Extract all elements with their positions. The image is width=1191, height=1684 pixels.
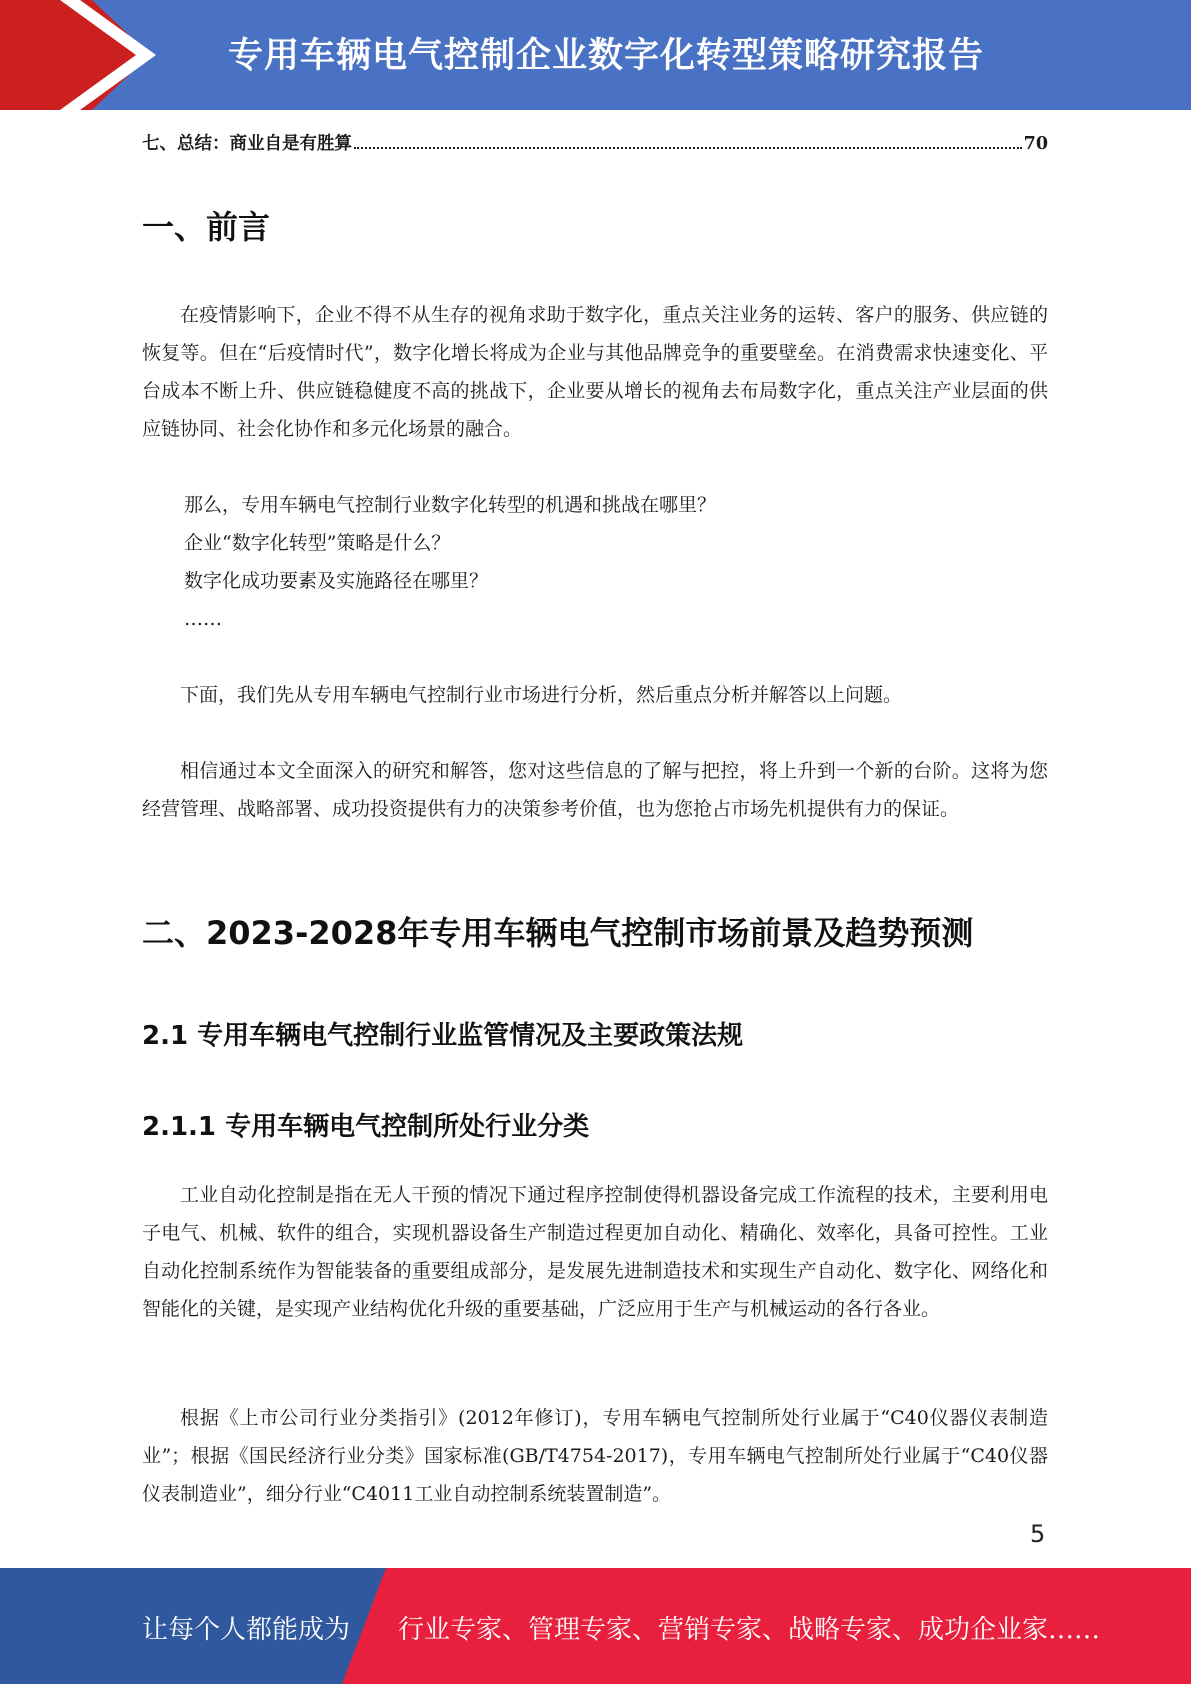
toc-entry[interactable] [142, 130, 1048, 155]
toc-dot-leader [354, 147, 1022, 149]
industry-paragraph-1: 工业自动化控制是指在无人干预的情况下通过程序控制使得机器设备完成工作流程的技术，主要利用电子电气、机械、软件的组合，实现机器设备生产制造过程更加自动化、精确化、效率化，具备可控性。工业自动化控制系统作为智能装备的重要组成部分，是发展先进制造技术和实现生产自动化、数字化、网络化和智能化的关键，是实现产业结构优化升级的重要基础，广泛应用于生产与机械运动的各行各业。 [142, 1184, 1048, 1320]
question-line-3: 数字化成功要素及实施路径在哪里？ [184, 570, 489, 592]
toc-entry-page: 70 [1023, 134, 1048, 154]
footer-slogan-left: 让每个人都能成为 [142, 1615, 351, 1645]
preface-paragraph-1: 在疫情影响下，企业不得不从生存的视角求助于数字化，重点关注业务的运转、客户的服务、供应链的恢复等。但在“后疫情时代”，数字化增长将成为企业与其他品牌竞争的重要壁垒。在消费需求快速变化、平台成本不断上升、供应链稳健度不高的挑战下，企业要从增长的视角去布局数字化，重点关注产业层面的供应链协同、社会化协作和多元化场景的融合。 [142, 304, 1048, 440]
preface-paragraph-2: 下面，我们先从专用车辆电气控制行业市场进行分析，然后重点分析并解答以上问题。 [180, 684, 903, 706]
footer-slogan-right: 行业专家、管理专家、营销专家、战略专家、成功企业家…… [398, 1615, 1101, 1645]
page-number: 5 [1030, 1520, 1046, 1548]
report-title: 专用车辆电气控制企业数字化转型策略研究报告 [228, 36, 985, 76]
subsection-2-1-heading: 2.1 专用车辆电气控制行业监管情况及主要政策法规 [142, 1021, 744, 1051]
footer-banner [0, 1568, 1191, 1684]
question-line-1: 那么，专用车辆电气控制行业数字化转型的机遇和挑战在哪里？ [184, 494, 717, 516]
question-line-2: 企业“数字化转型”策略是什么？ [184, 532, 451, 554]
market-heading: 二、2023-2028年专用车辆电气控制市场前景及趋势预测 [142, 914, 974, 952]
industry-paragraph-2: 根据《上市公司行业分类指引》(2012年修订)，专用车辆电气控制所处行业属于“C40仪器仪表制造业”；根据《国民经济行业分类》国家标准(GB/T4754-2017)，专用车辆电气控制所处行业属于“C40仪器仪表制造业”，细分行业“C4011工业自动控制系统装置制造”。 [142, 1407, 1048, 1505]
preface-paragraph-3: 相信通过本文全面深入的研究和解答，您对这些信息的了解与把控，将上升到一个新的台阶。这将为您经营管理、战略部署、成功投资提供有力的决策参考价值，也为您抢占市场先机提供有力的保证。 [142, 760, 1048, 820]
preface-heading: 一、前言 [142, 208, 271, 246]
toc-entry-label: 七、总结：商业自是有胜算 [142, 134, 352, 154]
subsection-2-1-1-heading: 2.1.1 专用车辆电气控制所处行业分类 [142, 1112, 590, 1142]
header-banner [0, 0, 1191, 110]
question-line-ellipsis: …… [184, 608, 222, 630]
header-red-chevron [0, 0, 150, 110]
